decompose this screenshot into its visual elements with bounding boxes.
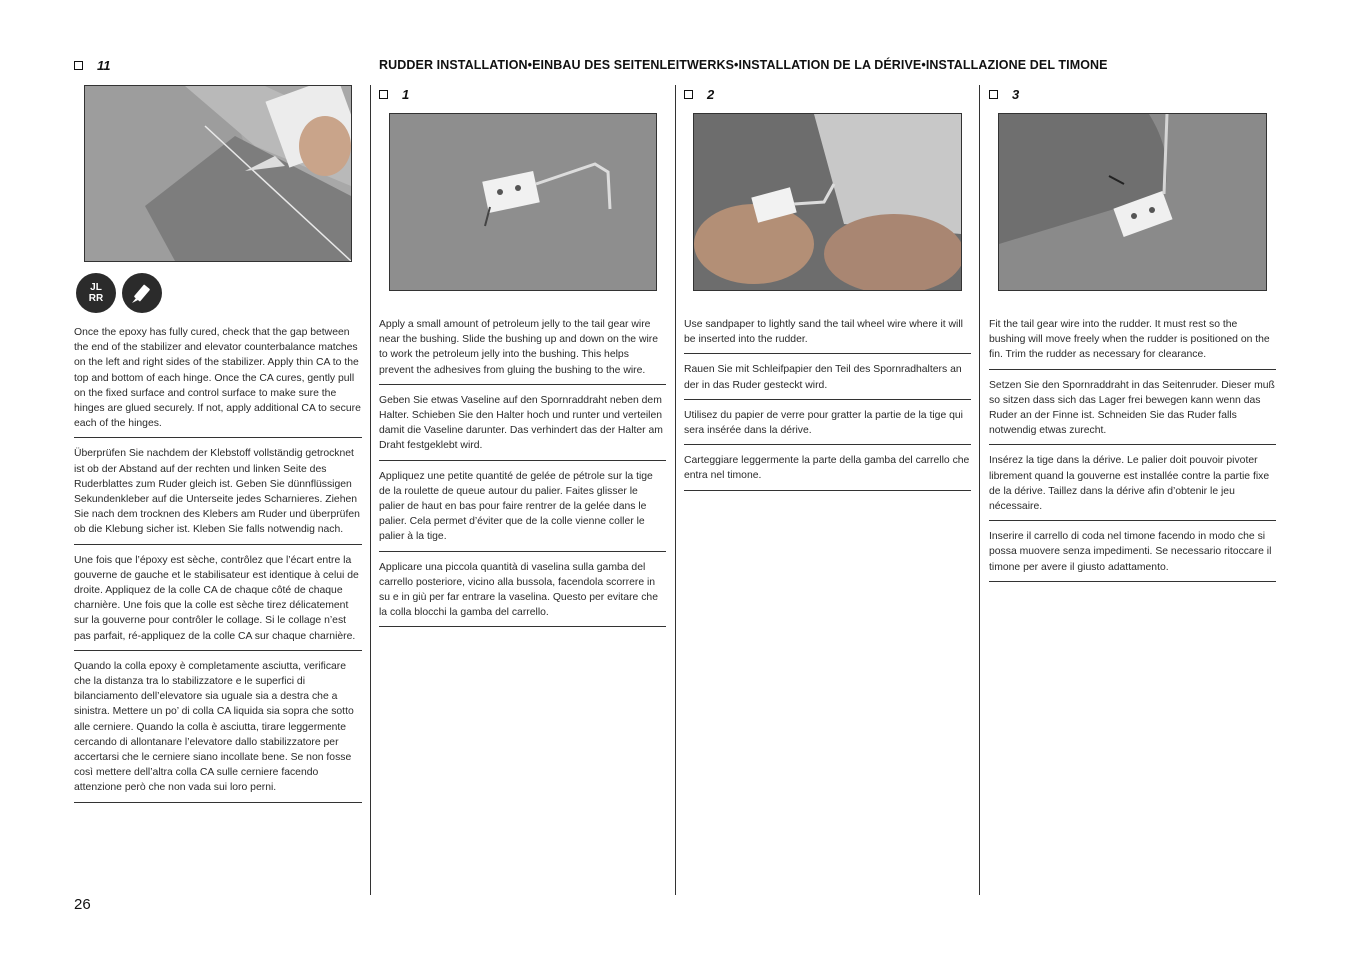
step-2-number: 2 [707,87,715,102]
step-1-paragraph-en: Apply a small amount of petroleum jelly to the tail gear wire near the bushing. Slide the bushing up and down on the wire to work the petroleum jelly into the bushing. This helps prevent the adhesives from gluing the bushing to the wire. [379,314,666,385]
step-3-photo [998,113,1267,291]
section-title: RUDDER INSTALLATION•EINBAU DES SEITENLEITWERKS•INSTALLATION DE LA DÉRIVE•INSTALLAZIONE DEL TIMONE [379,58,1108,72]
step-1-paragraph-fr: Appliquez une petite quantité de gelée de pétrole sur la tige de la roulette de queue autour du palier. Faites glisser le palier de haut en bas pour faire rentrer de la gelée dans le palier. Cela permet d’éviter que de la colle vienne coller le palier à la tige. [379,466,666,552]
step-1-text [379,314,666,632]
step-1-paragraph-it: Applicare una piccola quantità di vaselina sulla gamba del carrello posteriore, vicino alla bussola, facendola scorrere in su e in giù per far entrare la vaselina. Questo per evitare che la colla blocchi la gamba del carrello. [379,557,666,628]
step-3-paragraph-fr: Insérez la tige dans la dérive. Le palier doit pouvoir pivoter librement quand la gouverne est installée contre la partie fixe de la dérive. Taillez dans la dérive afin d’obtenir le jeu nécessaire. [989,450,1276,521]
step-2-heading [684,87,714,102]
step-1-photo [389,113,657,291]
page-number: 26 [74,896,91,913]
step-11-photo [84,85,352,262]
step-11-number: 11 [97,58,111,73]
step-11-paragraph-en: Once the epoxy has fully cured, check that the gap between the end of the stabilizer and elevator counterbalance matches on the left and right sides of the stabilizer. Apply thin CA to the top and bottom of each hinge. Once the CA cures, gently pull on the fixed surface and control surface to make sure the hinges are glued securely. If not, apply additional CA to secure each of the hinges. [74,322,362,438]
step-3-heading [989,87,1019,102]
column-divider [675,85,676,895]
column-divider [979,85,980,895]
step-11-heading [74,58,111,73]
step-3-number: 3 [1012,87,1020,102]
step-3-paragraph-de: Setzen Sie den Spornraddraht in das Seitenruder. Dieser muß so sitzen dass sich das Lager frei bewegen kann wenn das Ruder an der Finne ist. Schneiden Sie das Ruder falls notwendig etwas zurecht. [989,375,1276,446]
step-1-checkbox[interactable] [379,90,388,99]
step-1-heading [379,87,409,102]
hinge-symmetry-icon [76,273,116,313]
step-2-paragraph-it: Carteggiare leggermente la parte della gamba del carrello che entra nel timone. [684,450,971,490]
step-3-paragraph-en: Fit the tail gear wire into the rudder. It must rest so the bushing will move freely when the rudder is positioned on the fin. Trim the rudder as necessary for clearance. [989,314,1276,370]
step-2-paragraph-en: Use sandpaper to lightly sand the tail wheel wire where it will be inserted into the rudder. [684,314,971,354]
column-divider [370,85,371,895]
step-1-number: 1 [402,87,410,102]
step-11-paragraph-it: Quando la colla epoxy è completamente asciutta, verificare che la distanza tra lo stabilizzatore e le superfici di bilanciamento dell’elevatore sia uguale sia a destra che a sinistra. Mettere un po’ di colla CA liquida sia sopra che sotto alle cerniere. Quando la colla è asciutta, tirare leggermente cercando di allontanare l’elevatore dallo stabilizzatore per accertarsi che le cerniere siano incollate bene. Se non fosse così mettere dell’altra colla CA sulle cerniere facendo attenzione però che non vada sui loro perni. [74,656,362,803]
step-3-checkbox[interactable] [989,90,998,99]
step-11-paragraph-de: Überprüfen Sie nachdem der Klebstoff vollständig getrocknet ist ob der Abstand auf der rechten und linken Seite des Ruderblattes zum Ruder gleich ist. Geben Sie dünnflüssigen Sekundenkleber auf die Unterseite jedes Scharnieres. Ziehen Sie nach dem trocknen des Klebers am Ruder und überprüfen ob die Klebung sicher ist. Kleben Sie falls notwendig nach. [74,443,362,544]
step-3-text [989,314,1276,587]
step-2-checkbox[interactable] [684,90,693,99]
hinge-symmetry-icon-text: JL RR [88,282,104,304]
ca-glue-bottle-icon [122,273,162,313]
step-2-photo [693,113,962,291]
step-11-paragraph-fr: Une fois que l’époxy est sèche, contrôlez que l’écart entre la gouverne de gauche et le stabilisateur est identique à celui de droite. Appliquez de la colle CA de chaque côté de chaque charnière. Une fois que la colle est sèche tirez délicatement sur la gouverne pour contrôler le collage. Si le collage n’est pas parfait, ré-appliquez de la colle CA sur chaque charnière. [74,550,362,651]
step-11-checkbox[interactable] [74,61,83,70]
step-1-paragraph-de: Geben Sie etwas Vaseline auf den Spornraddraht neben dem Halter. Schieben Sie den Halter hoch und runter und verteilen damit die Vaseline darunter. Das verhindert das der Halter am Draht festgeklebt wird. [379,390,666,461]
step-11-text [74,322,362,808]
step-3-paragraph-it: Inserire il carrello di coda nel timone facendo in modo che si possa muovere senza impedimenti. Se necessario ritoccare il timone per avere il giusto adattamento. [989,526,1276,582]
step-2-paragraph-de: Rauen Sie mit Schleifpapier den Teil des Spornradhalters an der in das Ruder gesteckt wird. [684,359,971,399]
step-2-text [684,314,971,496]
step-2-paragraph-fr: Utilisez du papier de verre pour gratter la partie de la tige qui sera insérée dans la dérive. [684,405,971,445]
